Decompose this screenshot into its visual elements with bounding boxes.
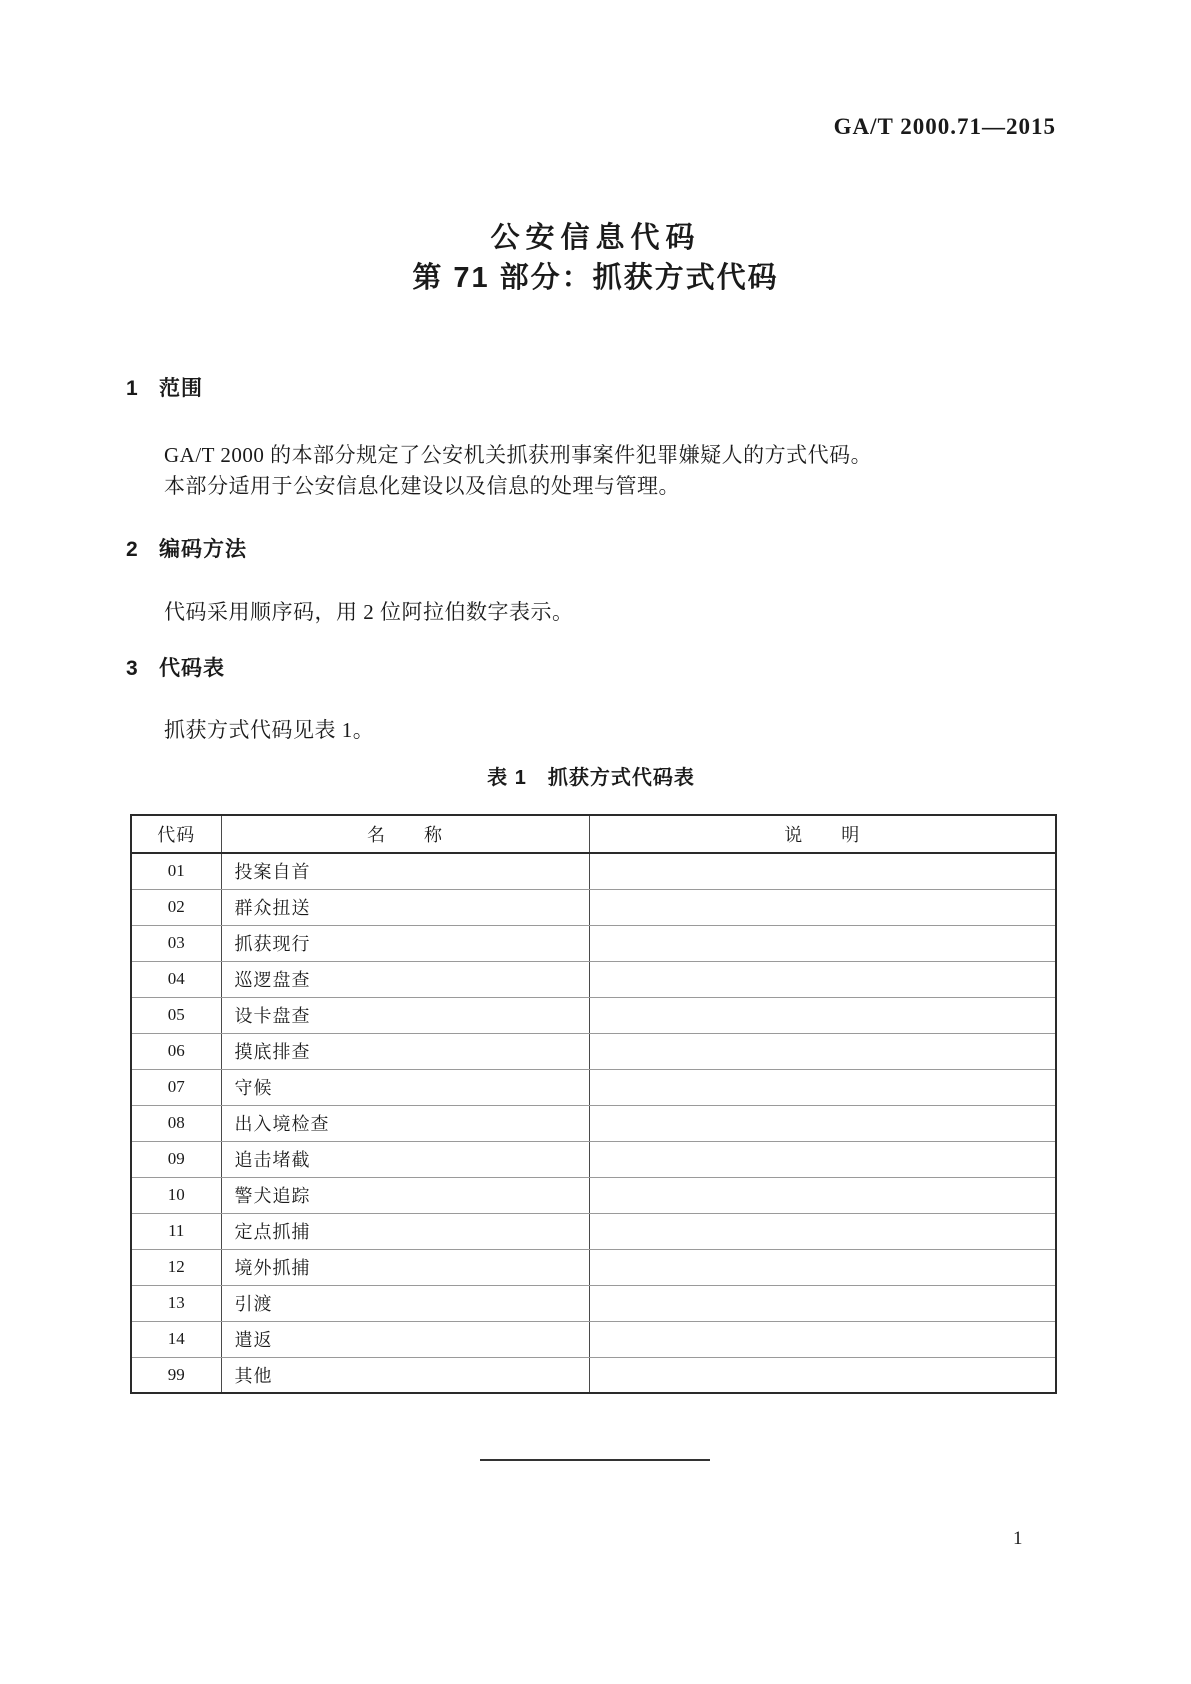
table-caption: 表 1 抓获方式代码表 xyxy=(487,767,695,789)
code-cell: 09 xyxy=(131,1141,221,1177)
section-2-heading xyxy=(126,533,247,563)
note-cell xyxy=(589,1321,1056,1357)
name-cell: 群众扭送 xyxy=(221,889,589,925)
name-cell: 定点抓捕 xyxy=(221,1213,589,1249)
section-1-paragraph-1: GA/T 2000 的本部分规定了公安机关抓获刑事案件犯罪嫌疑人的方式代码。 xyxy=(164,443,873,467)
note-cell xyxy=(589,1105,1056,1141)
code-cell: 11 xyxy=(131,1213,221,1249)
section-3-heading xyxy=(126,652,225,682)
table-row xyxy=(131,853,1056,889)
name-cell: 引渡 xyxy=(221,1285,589,1321)
table-row xyxy=(131,1321,1056,1357)
name-cell: 摸底排查 xyxy=(221,1033,589,1069)
name-cell: 遣返 xyxy=(221,1321,589,1357)
table-row xyxy=(131,961,1056,997)
code-cell: 10 xyxy=(131,1177,221,1213)
header-cell-name: 名 称 xyxy=(221,815,589,853)
table-row xyxy=(131,1357,1056,1393)
capture-method-code-table xyxy=(130,814,1057,1394)
code-cell: 04 xyxy=(131,961,221,997)
code-cell: 14 xyxy=(131,1321,221,1357)
code-cell: 06 xyxy=(131,1033,221,1069)
code-cell: 03 xyxy=(131,925,221,961)
document-title-line1: 公安信息代码 xyxy=(490,222,701,254)
section-2-number: 2 xyxy=(126,538,139,561)
note-cell xyxy=(589,997,1056,1033)
name-cell: 出入境检查 xyxy=(221,1105,589,1141)
name-cell: 设卡盘查 xyxy=(221,997,589,1033)
note-cell xyxy=(589,1249,1056,1285)
section-1-heading xyxy=(126,372,203,402)
code-table-header xyxy=(131,815,1056,853)
page-number: 1 xyxy=(1013,1528,1023,1549)
section-2-title: 编码方法 xyxy=(159,538,247,561)
table-row xyxy=(131,925,1056,961)
section-1-title: 范围 xyxy=(159,377,203,400)
section-1-paragraph-2: 本部分适用于公安信息化建设以及信息的处理与管理。 xyxy=(164,474,680,498)
note-cell xyxy=(589,1141,1056,1177)
code-cell: 01 xyxy=(131,853,221,889)
note-cell xyxy=(589,1357,1056,1393)
table-row xyxy=(131,1249,1056,1285)
table-row xyxy=(131,889,1056,925)
code-cell: 07 xyxy=(131,1069,221,1105)
section-2-paragraph-1: 代码采用顺序码，用 2 位阿拉伯数字表示。 xyxy=(164,600,574,624)
name-cell: 守候 xyxy=(221,1069,589,1105)
note-cell xyxy=(589,1069,1056,1105)
section-3-number: 3 xyxy=(126,657,139,680)
note-cell xyxy=(589,1033,1056,1069)
section-3-paragraph-1: 抓获方式代码见表 1。 xyxy=(164,718,375,742)
name-cell: 境外抓捕 xyxy=(221,1249,589,1285)
table-row xyxy=(131,997,1056,1033)
table-row xyxy=(131,1177,1056,1213)
note-cell xyxy=(589,889,1056,925)
end-of-document-rule xyxy=(480,1459,710,1461)
note-cell xyxy=(589,1177,1056,1213)
standard-doc-code: GA/T 2000.71—2015 xyxy=(833,114,1056,139)
code-cell: 05 xyxy=(131,997,221,1033)
name-cell: 追击堵截 xyxy=(221,1141,589,1177)
code-cell: 99 xyxy=(131,1357,221,1393)
table-row xyxy=(131,1105,1056,1141)
note-cell xyxy=(589,853,1056,889)
section-3-title: 代码表 xyxy=(159,657,225,680)
code-cell: 02 xyxy=(131,889,221,925)
code-table-body xyxy=(131,853,1056,1393)
table-row xyxy=(131,1141,1056,1177)
document-title xyxy=(0,218,1191,298)
table-row xyxy=(131,1285,1056,1321)
section-1-number: 1 xyxy=(126,377,139,400)
note-cell xyxy=(589,1213,1056,1249)
table-row xyxy=(131,1213,1056,1249)
code-cell: 12 xyxy=(131,1249,221,1285)
table-row xyxy=(131,1033,1056,1069)
name-cell: 其他 xyxy=(221,1357,589,1393)
name-cell: 投案自首 xyxy=(221,853,589,889)
note-cell xyxy=(589,961,1056,997)
header-cell-code: 代码 xyxy=(131,815,221,853)
table-row xyxy=(131,1069,1056,1105)
document-title-line2: 第 71 部分：抓获方式代码 xyxy=(412,262,779,294)
name-cell: 抓获现行 xyxy=(221,925,589,961)
header-cell-note: 说 明 xyxy=(589,815,1056,853)
code-cell: 13 xyxy=(131,1285,221,1321)
code-cell: 08 xyxy=(131,1105,221,1141)
note-cell xyxy=(589,1285,1056,1321)
header-row xyxy=(131,815,1056,853)
name-cell: 警犬追踪 xyxy=(221,1177,589,1213)
name-cell: 巡逻盘查 xyxy=(221,961,589,997)
note-cell xyxy=(589,925,1056,961)
